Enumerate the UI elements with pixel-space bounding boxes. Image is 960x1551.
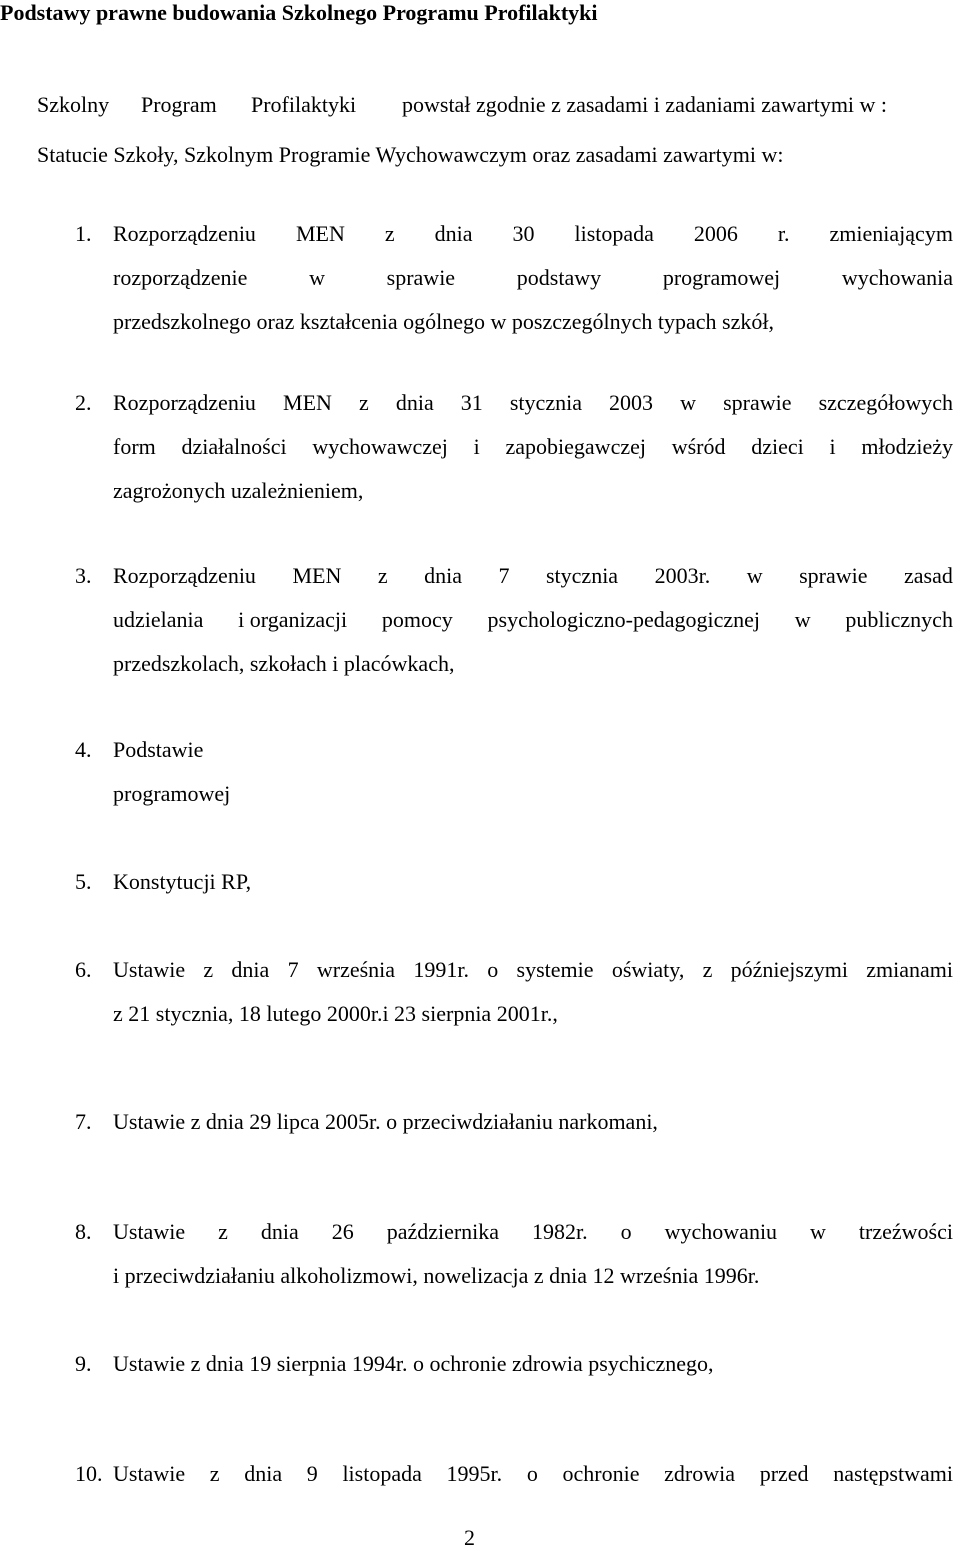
list-item-number: 2. [75,390,92,415]
list-item-word: wychowawczej [312,434,448,459]
list-item-number: 7. [75,1109,92,1134]
list-item-word: Rozporządzeniu [113,221,256,246]
list-item-word: i [829,434,836,459]
list-item-word: zmianami [866,957,953,982]
list-item-word: przed [759,1461,809,1486]
intro-word: powstał zgodnie z zasadami i zadaniami zawartymi w : [402,92,888,117]
list-item-number: 10. [75,1461,103,1486]
intro-word: Szkolny [37,92,110,117]
list-item-word: Ustawie [113,957,186,982]
list-item-word: dnia [260,1219,299,1244]
list-item-word: MEN [283,390,332,415]
list-item-word: listopada [574,221,654,246]
list-item-line: Podstawie [113,737,204,762]
list-item-word: w [794,607,811,632]
list-item-line: przedszkolach, szkołach i placówkach, [113,651,455,676]
list-item-word: i organizacji [238,607,348,632]
list-item-word: 2003 [609,390,654,415]
list-item-line: zagrożonych uzależnieniem, [113,478,364,503]
list-item-word: w [680,390,697,415]
list-item-word: późniejszymi [730,957,848,982]
list-item-word: następstwami [833,1461,953,1486]
list-item-number: 6. [75,957,92,982]
intro-word: Program [141,92,217,117]
list-item-word: dnia [424,563,462,588]
list-item-word: dnia [434,221,473,246]
list-item-word: 2006 [693,221,738,246]
list-item-word: 1991r. [413,957,469,982]
list-item-word: w [810,1219,826,1244]
list-item-line [113,265,953,291]
list-item-word: podstawy [516,265,602,290]
list-item-word: i [473,434,480,459]
list-item-word: zapobiegawczej [505,434,646,459]
list-item-word: 31 [460,390,483,415]
list-item-word: zasad [904,563,953,588]
list-item-line [113,1219,953,1245]
list-item-line: i przeciwdziałaniu alkoholizmowi, nowelizacja z dnia 12 września 1996r. [113,1263,760,1288]
list-item-word: sprawie [723,390,792,415]
list-item-word: Rozporządzeniu [113,563,256,588]
list-item-word: pomocy [381,607,453,632]
list-item-word: rozporządzenie [113,265,248,290]
list-item-line [113,1461,953,1487]
list-item-word: o [620,1219,632,1244]
list-item-word: Ustawie [113,1461,186,1486]
list-item-word: sprawie [386,265,456,290]
intro-line-2: Statucie Szkoły, Szkolnym Programie Wychowawczym oraz zasadami zawartymi w: [37,142,784,167]
list-item-word: stycznia [545,563,619,588]
list-item-word: listopada [342,1461,422,1486]
document-title: Podstawy prawne budowania Szkolnego Programu Profilaktyki [0,0,598,25]
list-item-word: wychowania [841,265,953,290]
list-item-word: z [358,390,369,415]
list-item-word: 2003r. [654,563,711,588]
list-item-number: 9. [75,1351,92,1376]
intro-word: Profilaktyki [251,92,357,117]
list-item-word: Rozporządzeniu [113,390,256,415]
list-item-word: MEN [292,563,342,588]
list-item-line [113,607,953,633]
list-item-line: Konstytucji RP, [113,869,252,894]
list-item-word: zdrowia [664,1461,736,1486]
list-item-word: w [309,265,325,290]
list-item-word: z [218,1219,228,1244]
list-item-word: dzieci [751,434,804,459]
list-item-line: przedszkolnego oraz kształcenia ogólnego w poszczególnych typach szkół, [113,309,774,334]
list-item-word: publicznych [845,607,953,632]
list-item-word: 30 [512,221,535,246]
list-item-word: 7 [287,957,299,982]
list-item-word: r. [777,221,790,246]
list-item-line [113,221,953,247]
list-item-word: systemie [516,957,594,982]
list-item-word: młodzieży [861,434,953,459]
list-item-word: programowej [662,265,781,290]
list-item-word: udzielania [113,607,204,632]
list-item-number: 8. [75,1219,92,1244]
list-item-line: programowej [113,781,231,806]
list-item-word: MEN [295,221,345,246]
list-item-word: Ustawie [113,1219,186,1244]
list-item-word: 9 [306,1461,318,1486]
list-item-word: trzeźwości [858,1219,953,1244]
list-item-number: 4. [75,737,92,762]
list-item-line [113,957,953,983]
page-number: 2 [464,1525,475,1550]
list-item-word: 26 [331,1219,354,1244]
list-item-word: z [377,563,388,588]
list-item-word: września [316,957,396,982]
list-item-word: o [526,1461,538,1486]
list-item-word: sprawie [799,563,868,588]
list-item-word: 1995r. [446,1461,503,1486]
list-item-word: wśród [671,434,726,459]
list-item-line: Ustawie z dnia 19 sierpnia 1994r. o ochronie zdrowia psychicznego, [113,1351,714,1376]
list-item-number: 5. [75,869,92,894]
list-item-word: z [203,957,214,982]
list-item-word: wychowaniu [664,1219,778,1244]
list-item-line: Ustawie z dnia 29 lipca 2005r. o przeciwdziałaniu narkomani, [113,1109,658,1134]
list-item-line [113,390,953,416]
list-item-number: 3. [75,563,92,588]
list-item-word: w [746,563,763,588]
list-item-word: zmieniającym [829,221,953,246]
list-item-word: działalności [181,434,287,459]
list-item-word: dnia [395,390,434,415]
list-item-word: szczegółowych [818,390,953,415]
list-item-line: z 21 stycznia, 18 lutego 2000r.i 23 sierpnia 2001r., [113,1001,558,1026]
list-item-word: dnia [231,957,270,982]
list-item-word: z [384,221,395,246]
list-item-word: z [209,1461,220,1486]
list-item-number: 1. [75,221,92,246]
list-item-word: form [113,434,156,459]
list-item-word: 7 [498,563,510,588]
list-item-word: oświaty, [611,957,685,982]
list-item-word: o [487,957,499,982]
list-item-word: 1982r. [532,1219,588,1244]
list-item-line [113,434,953,460]
list-item-word: ochronie [562,1461,640,1486]
list-item-word: dnia [244,1461,283,1486]
list-item-word: psychologiczno-pedagogicznej [487,607,760,632]
list-item-word: stycznia [509,390,582,415]
list-item-word: z [702,957,713,982]
list-item-line [113,563,953,589]
list-item-word: października [386,1219,500,1244]
